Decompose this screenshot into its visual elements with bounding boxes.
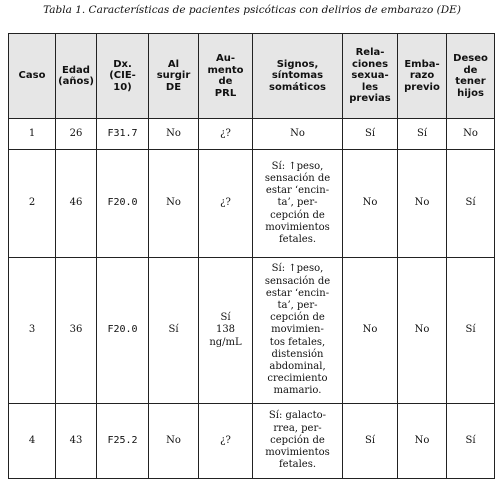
cell-relaciones: Sí [343, 404, 398, 479]
cell-deseo: Sí [447, 404, 495, 479]
cell-caso: 2 [9, 150, 56, 258]
header-edad: Edad (años) [56, 34, 97, 119]
cell-deseo: Sí [447, 258, 495, 404]
table-row [9, 258, 495, 404]
cell-al-surgir: No [149, 119, 199, 150]
cell-deseo: Sí [447, 150, 495, 258]
header-deseo: Deseo de tener hijos [447, 34, 495, 119]
header-signos: Signos, síntomas somáticos [253, 34, 343, 119]
cell-signos: Sí: ↑peso, sensación de estar ‘encin- ta’, per- cepción de movimien- tos fetales, distensión abdominal, crecimiento mamario. [253, 258, 343, 404]
cell-dx: F20.0 [97, 150, 149, 258]
cell-edad: 46 [56, 150, 97, 258]
cell-edad: 36 [56, 258, 97, 404]
header-row [9, 34, 495, 119]
cell-relaciones: No [343, 150, 398, 258]
table-row [9, 150, 495, 258]
cell-caso: 3 [9, 258, 56, 404]
cell-embarazo: No [398, 258, 447, 404]
cell-dx: F25.2 [97, 404, 149, 479]
cell-al-surgir: Sí [149, 258, 199, 404]
header-prl: Au- mento de PRL [199, 34, 253, 119]
table-row [9, 404, 495, 479]
cell-caso: 1 [9, 119, 56, 150]
cell-deseo: No [447, 119, 495, 150]
table-row [9, 119, 495, 150]
cell-edad: 43 [56, 404, 97, 479]
cell-prl: ¿? [199, 404, 253, 479]
cell-embarazo: No [398, 404, 447, 479]
cell-signos: Sí: ↑peso, sensación de estar ‘encin- ta’, per- cepción de movimientos fetales. [253, 150, 343, 258]
cell-relaciones: No [343, 258, 398, 404]
cell-embarazo: No [398, 150, 447, 258]
cell-dx: F20.0 [97, 258, 149, 404]
cell-signos: Sí: galacto- rrea, per- cepción de movimientos fetales. [253, 404, 343, 479]
cell-al-surgir: No [149, 150, 199, 258]
header-dx: Dx. (CIE- 10) [97, 34, 149, 119]
cell-edad: 26 [56, 119, 97, 150]
cell-prl: Sí 138 ng/mL [199, 258, 253, 404]
header-caso: Caso [9, 34, 56, 119]
cell-relaciones: Sí [343, 119, 398, 150]
cell-al-surgir: No [149, 404, 199, 479]
table-caption: Tabla 1. Características de pacientes psicóticas con delirios de embarazo (DE) [43, 4, 461, 16]
cell-prl: ¿? [199, 119, 253, 150]
cell-caso: 4 [9, 404, 56, 479]
header-al-surgir: Al surgir DE [149, 34, 199, 119]
cell-embarazo: Sí [398, 119, 447, 150]
header-embarazo: Emba- razo previo [398, 34, 447, 119]
patients-table [8, 33, 495, 479]
cell-prl: ¿? [199, 150, 253, 258]
cell-signos: No [253, 119, 343, 150]
header-relaciones: Rela- ciones sexua- les previas [343, 34, 398, 119]
cell-dx: F31.7 [97, 119, 149, 150]
